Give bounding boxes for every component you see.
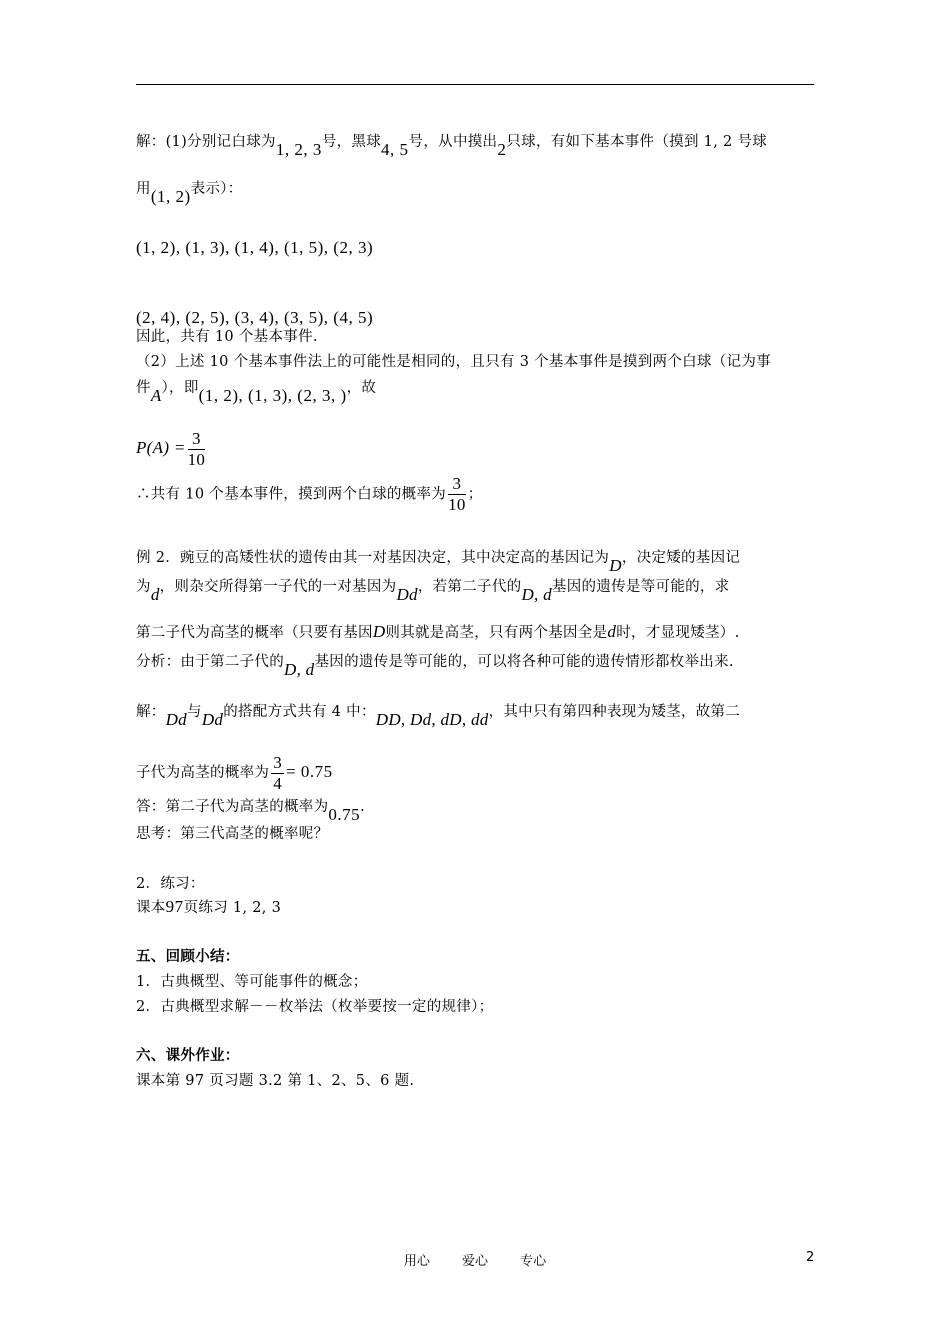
text: 解： xyxy=(136,704,166,720)
answer-line xyxy=(136,796,366,824)
text: ，其中只有第四种表现为矮茎，故第二 xyxy=(488,704,741,720)
event-list-2: (2, 4), (2, 5), (3, 4), (3, 5), (4, 5) xyxy=(136,308,374,327)
homework-title: 六、课外作业： xyxy=(136,1048,240,1064)
footer-word: 爱心 xyxy=(461,1254,488,1269)
event-list-1: (1, 2), (1, 3), (1, 4), (1, 5), (2, 3) xyxy=(136,238,374,257)
part2-line-2 xyxy=(136,377,377,405)
math: D, d xyxy=(521,585,552,604)
text: ，若第二子代的 xyxy=(417,579,522,595)
math: P(A) = xyxy=(136,438,186,457)
fraction: $\frac{3}{10}$ xyxy=(448,474,466,514)
think-line: 思考：第三代高茎的概率呢？ xyxy=(136,826,329,842)
text: 例 2．豌豆的高矮性状的遗传由其一对基因决定，其中决定高的基因记为 xyxy=(136,550,610,566)
text: 基因的遗传是等可能的，求 xyxy=(551,579,730,595)
math: 1, 2, 3 xyxy=(275,140,322,159)
text: 件 xyxy=(136,380,151,396)
math: (1, 2), (1, 3), (2, 3, ) xyxy=(198,386,347,405)
footer-word: 用心 xyxy=(403,1254,430,1269)
text: 与 xyxy=(187,704,202,720)
analysis-line xyxy=(136,651,734,679)
math: 0.75 xyxy=(328,805,361,824)
homework-text: 课本第 97 页习题 3.2 第 1、2、5、6 题. xyxy=(136,1073,415,1089)
text: 号，黑球 xyxy=(321,134,382,150)
part2-line-1: （2）上述 10 个基本事件法上的可能性是相同的，且只有 3 个基本事件是摸到两个白球（记为事 xyxy=(136,354,771,370)
example2-line-3 xyxy=(136,622,740,643)
probability-formula xyxy=(136,428,207,470)
text: ，决定矮的基因记 xyxy=(621,550,741,566)
example2-line-1 xyxy=(136,547,741,575)
math: D xyxy=(372,622,386,641)
header-rule xyxy=(136,84,814,85)
math: d xyxy=(150,585,160,604)
text: 分析：由于第二子代的 xyxy=(136,654,284,670)
math: Dd xyxy=(165,710,187,729)
text: 为 xyxy=(136,579,151,595)
text: 则其就是高茎，只有两个基因全是 xyxy=(385,625,608,641)
text: 基因的遗传是等可能的，可以将各种可能的遗传情形都枚举出来. xyxy=(314,654,734,670)
practice-line xyxy=(136,897,281,918)
math: D, d xyxy=(284,660,315,679)
text: 答：第二子代为高茎的概率为 xyxy=(136,799,329,815)
text: 只球，有如下基本事件（摸到 1, 2 号球 xyxy=(506,134,768,150)
math: Dd xyxy=(396,585,418,604)
math: 2 xyxy=(497,140,507,159)
text: ，故 xyxy=(346,380,377,396)
text: ），即 xyxy=(161,380,199,396)
example2-line-2 xyxy=(136,576,730,604)
summary-title: 五、回顾小结： xyxy=(136,949,240,965)
solution-line-1 xyxy=(136,131,768,159)
footer-word: 专心 xyxy=(520,1254,547,1269)
text: 子代为高茎的概率为 xyxy=(136,765,270,781)
math: DD, Dd, dD, dd xyxy=(375,710,489,729)
math: = 0.75 xyxy=(286,762,333,781)
text: 页练习 1, 2, 3 xyxy=(183,900,282,916)
practice-title: 2．练习： xyxy=(136,876,205,892)
conclusion-line xyxy=(136,474,483,515)
example2-solution-line-2 xyxy=(136,752,333,794)
math: Dd xyxy=(201,710,224,729)
text: 号，从中摸出 xyxy=(408,134,498,150)
math: (1, 2) xyxy=(150,187,191,206)
total-events: 因此，共有 10 个基本事件. xyxy=(136,329,318,345)
math: d xyxy=(607,622,617,641)
solution-line-2 xyxy=(136,178,243,206)
text: 用 xyxy=(136,181,151,197)
math: 4, 5 xyxy=(381,140,409,159)
text: ∴共有 10 个基本事件，摸到两个白球的概率为 xyxy=(136,486,447,503)
math: 97 xyxy=(165,897,184,916)
text: ，则杂交所得第一子代的一对基因为 xyxy=(159,579,397,595)
summary-item: 1．古典概型、等可能事件的概念； xyxy=(136,974,368,990)
page-number: 2 xyxy=(806,1250,815,1265)
math: A xyxy=(150,386,162,405)
summary-item: 2．古典概型求解－－枚举法（枚举要按一定的规律）； xyxy=(136,999,494,1015)
text: 课本 xyxy=(136,900,166,916)
fraction: $\frac{3}{10}$ xyxy=(187,428,206,469)
text: ； xyxy=(467,486,483,503)
text: 第二子代为高茎的概率（只要有基因 xyxy=(136,625,373,641)
fraction: $\frac{3}{4}$ xyxy=(273,752,283,793)
text: . xyxy=(360,799,366,815)
example2-solution-line-1 xyxy=(136,701,741,729)
text: 时，才显现矮茎）. xyxy=(616,625,740,641)
math: D xyxy=(609,556,622,575)
text: 表示）： xyxy=(190,181,243,197)
text: 的搭配方式共有 4 中： xyxy=(223,704,376,720)
text: 解：(1)分别记白球为 xyxy=(136,134,276,150)
